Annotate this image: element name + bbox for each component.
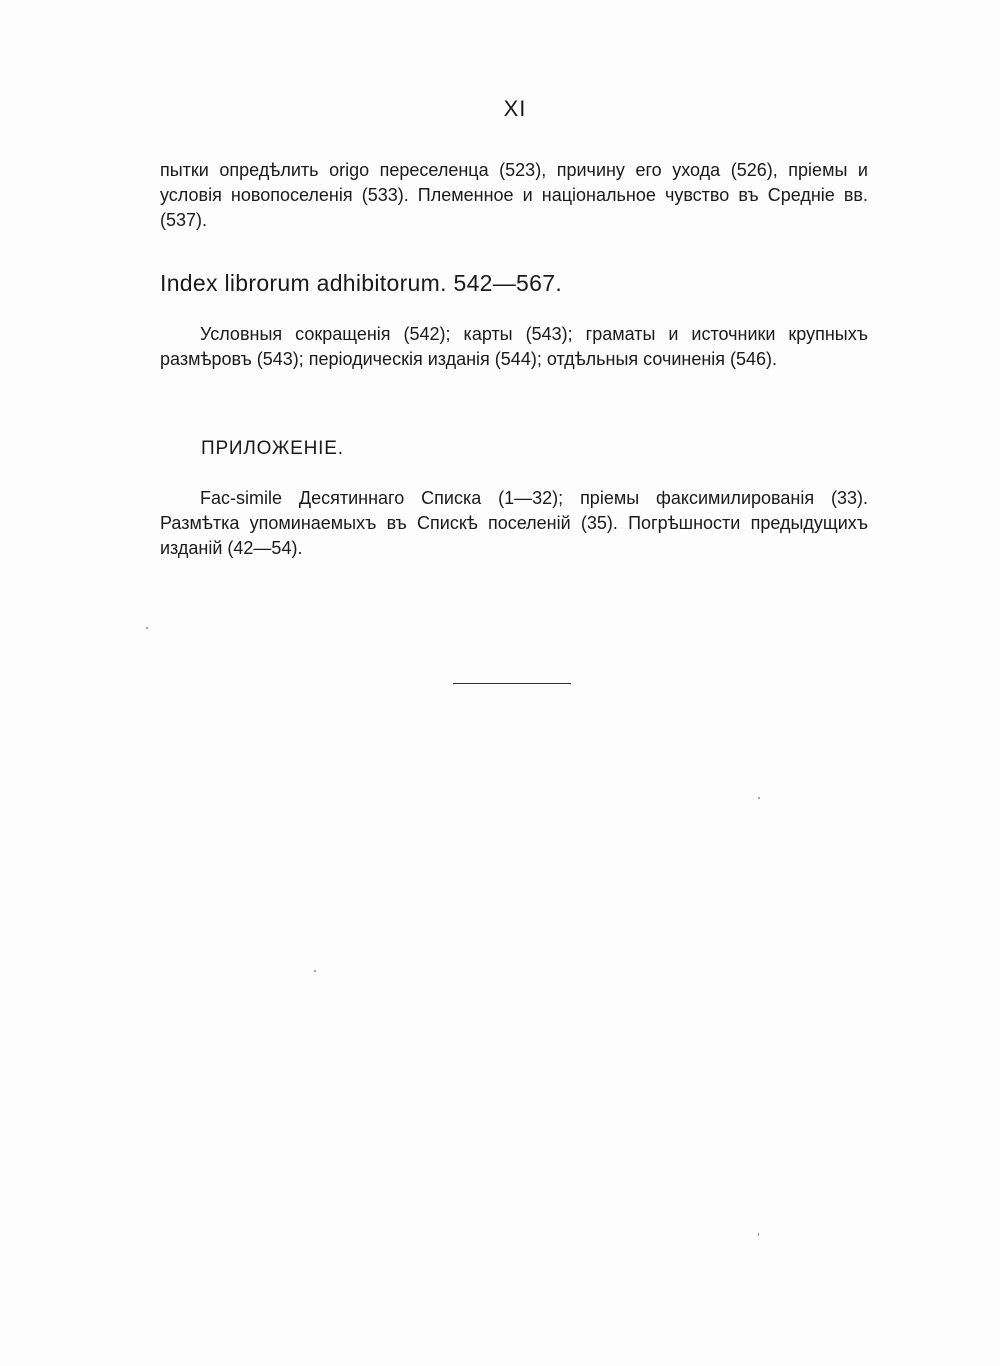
page-number: XI bbox=[503, 96, 527, 121]
paragraph-index-contents: Условныя сокращенія (542); карты (543); граматы и источники крупныхъ размѣровъ (543); періодическія изданія (544); отдѣльныя сочиненія (546). bbox=[160, 324, 868, 369]
end-rule-divider bbox=[453, 683, 571, 684]
scan-speck bbox=[758, 797, 760, 799]
section-title-index-librorum: Index librorum adhibitorum. 542—567. bbox=[160, 270, 563, 296]
scan-speck bbox=[758, 1233, 759, 1236]
scan-speck bbox=[146, 627, 148, 629]
paragraph-appendix-contents: Fac-simile Десятиннаго Списка (1—32); пріемы факсимилированія (33). Размѣтка упоминаемыхъ въ Спискѣ поселеній (35). Погрѣшности предыдущихъ изданій (42—54). bbox=[160, 488, 868, 558]
scan-speck bbox=[314, 970, 316, 972]
paragraph-continuation: пытки опредѣлить origo переселенца (523), причину его ухода (526), пріемы и условія новопоселенія (533). Племенное и національное чувство въ Средніе вв. (537). bbox=[160, 160, 868, 230]
appendix-title: ПРИЛОЖЕНІЕ. bbox=[201, 438, 344, 459]
